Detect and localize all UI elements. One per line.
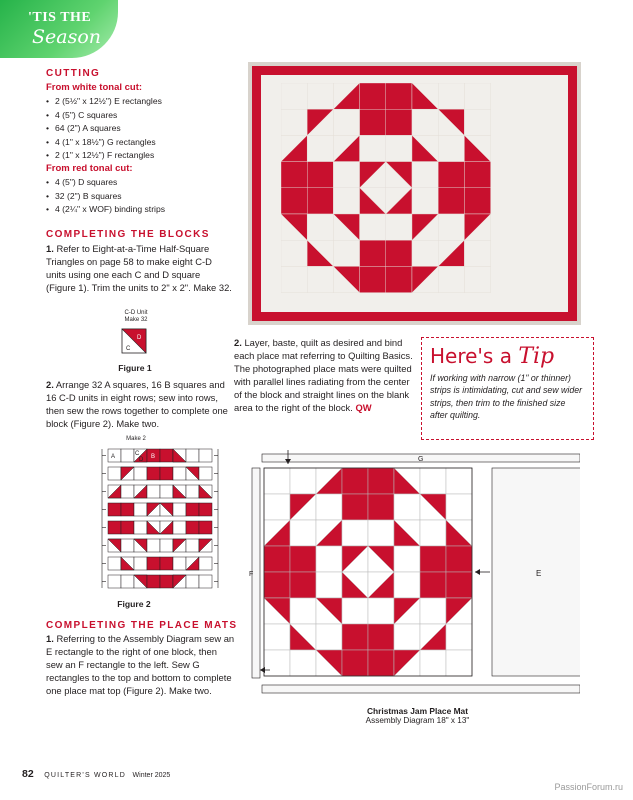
assembly-subtitle: Assembly Diagram 18" x 13"	[365, 716, 470, 725]
list-item: • 4 (5") D squares	[46, 176, 165, 190]
list-item: • 4 (2¼" x WOF) binding strips	[46, 203, 165, 217]
block-square	[160, 539, 173, 552]
issue-label: Winter 2025	[132, 772, 171, 779]
block-square	[199, 557, 212, 570]
block-square	[412, 240, 438, 266]
label-e: E	[536, 569, 542, 578]
arrow-head	[475, 569, 480, 575]
block-square	[342, 468, 368, 494]
block-square	[438, 162, 464, 188]
step-text: Arrange 32 A squares, 16 B squares and 16 C-D units in eight rows; sew into rows, then sew the rows together to complete one block (Figure 2). Make two.	[46, 379, 228, 430]
tip-text: If working with narrow (1" or thinner) strips is intimidating, cut and sew wider strips, then trim to the finished size after quilting.	[430, 373, 583, 420]
block-square	[368, 624, 394, 650]
page-footer	[22, 768, 170, 780]
tip-title-script: Tip	[518, 344, 555, 369]
block-square	[360, 83, 386, 109]
block-square	[108, 557, 121, 570]
block-square	[186, 503, 199, 516]
block-square	[307, 214, 333, 240]
block-square	[290, 650, 316, 676]
tip-box	[421, 337, 594, 440]
step-number: 2.	[234, 337, 242, 348]
block-square	[134, 521, 147, 534]
figure2-block-rows	[98, 444, 220, 596]
list-item: • 32 (2") B squares	[46, 190, 165, 204]
block-square	[394, 494, 420, 520]
block-square	[446, 572, 472, 598]
blocks-step2	[46, 378, 236, 430]
list-item: • 4 (1" x 18½") G rectangles	[46, 136, 162, 150]
block-square	[121, 575, 134, 588]
block-square	[121, 449, 134, 462]
block-square	[420, 650, 446, 676]
block-square	[386, 83, 412, 109]
magazine-name: QUILTER'S WORLD	[44, 772, 127, 779]
block-square	[386, 240, 412, 266]
block-square	[160, 467, 173, 480]
block-square	[412, 162, 438, 188]
block-square	[386, 214, 412, 240]
block-square	[342, 598, 368, 624]
block-square	[186, 575, 199, 588]
block-square	[394, 572, 420, 598]
block-square	[464, 83, 490, 109]
block-square	[412, 188, 438, 214]
list-item: • 2 (1" x 12½") F rectangles	[46, 149, 162, 163]
list-item: • 4 (5") C squares	[46, 109, 162, 123]
block-square	[264, 624, 290, 650]
tip-title	[430, 344, 585, 369]
block-square	[290, 546, 316, 572]
block-square	[160, 575, 173, 588]
photo-quilt-top	[261, 75, 568, 312]
block-square	[173, 467, 186, 480]
cell-label: A	[111, 454, 116, 460]
figure2-caption: Figure 2	[117, 599, 151, 609]
cell-label: D	[139, 457, 144, 463]
unit-label: C-D Unit	[124, 310, 148, 316]
assembly-caption	[310, 706, 525, 725]
place-mat-photo	[248, 62, 581, 325]
block-square	[199, 467, 212, 480]
block-square	[186, 449, 199, 462]
block-square	[420, 598, 446, 624]
block-square	[360, 109, 386, 135]
block-square	[307, 135, 333, 161]
block-square	[446, 468, 472, 494]
block-square	[281, 109, 307, 135]
place-mats-heading: COMPLETING THE PLACE MATS	[46, 620, 238, 631]
step-text: Refer to Eight-at-a-Time Half-Square Triangles on page 58 to make eight C-D units using one each C and D square (Figure 1). Trim the units to 2" x 2". Make 32.	[46, 243, 232, 294]
block-square	[264, 650, 290, 676]
block-square	[446, 494, 472, 520]
block-square	[360, 214, 386, 240]
cell-label: B	[151, 454, 156, 460]
block-square	[420, 546, 446, 572]
tip-title-plain: Here's a	[430, 344, 512, 368]
block-square	[147, 539, 160, 552]
block-square	[121, 503, 134, 516]
block-square	[281, 188, 307, 214]
block-square	[281, 83, 307, 109]
block-square	[134, 467, 147, 480]
section-banner	[0, 0, 118, 58]
block-square	[333, 162, 359, 188]
assembly-diagram	[248, 448, 580, 700]
step-text: Referring to the Assembly Diagram sew an E rectangle to the right of one block, then sew an F rectangle to the left. Sew G rectangles to the top and bottom to complete one place mat top (Figure 2). Make two.	[46, 633, 235, 697]
block-square	[386, 266, 412, 292]
block-square	[438, 135, 464, 161]
block-square	[173, 557, 186, 570]
g-strip-bottom	[262, 685, 580, 693]
place-mats-step2	[234, 336, 414, 415]
block-square	[264, 572, 290, 598]
place-mats-step1	[46, 632, 236, 697]
block-square	[333, 109, 359, 135]
block-square	[446, 650, 472, 676]
step-text: Layer, baste, quilt as desired and bind each place mat referring to Quilting Basics. The photographed place mats were quilted with parallel lines radiating from the center of the block and straight lines on the blank area to the right of the block.	[234, 337, 413, 414]
block-square	[368, 494, 394, 520]
block-square	[160, 485, 173, 498]
block-square	[394, 624, 420, 650]
block-square	[290, 468, 316, 494]
step-number: 2.	[46, 379, 54, 390]
block-square	[108, 467, 121, 480]
white-cut-heading: From white tonal cut:	[46, 82, 143, 93]
block-square	[342, 494, 368, 520]
block-square	[121, 521, 134, 534]
white-cut-list	[46, 95, 162, 163]
block-square	[147, 485, 160, 498]
block-square	[464, 109, 490, 135]
list-item: • 64 (2") A squares	[46, 122, 162, 136]
block-square	[446, 546, 472, 572]
block-square	[438, 266, 464, 292]
block-square	[281, 266, 307, 292]
label-d: D	[137, 335, 142, 341]
block-square	[360, 266, 386, 292]
block-square	[121, 485, 134, 498]
block-square	[160, 449, 173, 462]
blocks-heading: COMPLETING THE BLOCKS	[46, 229, 210, 240]
block-square	[438, 214, 464, 240]
block-square	[281, 240, 307, 266]
block-square	[290, 572, 316, 598]
block-square	[186, 539, 199, 552]
block-square	[438, 83, 464, 109]
block-square	[199, 521, 212, 534]
block-square	[199, 575, 212, 588]
block-square	[333, 240, 359, 266]
arrow-head	[260, 667, 265, 673]
step-number: 1.	[46, 633, 54, 644]
block-square	[307, 162, 333, 188]
block-square	[342, 624, 368, 650]
block-square	[264, 546, 290, 572]
block-square	[368, 598, 394, 624]
page-number: 82	[22, 768, 34, 780]
block-square	[368, 520, 394, 546]
block-square	[446, 624, 472, 650]
block-square	[199, 503, 212, 516]
block-square	[134, 557, 147, 570]
cutting-heading: CUTTING	[46, 68, 101, 79]
block-square	[199, 449, 212, 462]
block-square	[342, 650, 368, 676]
cell-label: C	[135, 451, 140, 457]
block-square	[333, 188, 359, 214]
red-cut-list	[46, 176, 165, 217]
figure2-make-label: Make 2	[126, 436, 146, 442]
block-square	[386, 135, 412, 161]
block-square	[108, 521, 121, 534]
block-square	[316, 546, 342, 572]
label-c: C	[126, 346, 131, 352]
photo-binding	[252, 66, 577, 321]
block-square	[108, 503, 121, 516]
block-square	[147, 557, 160, 570]
block-square	[464, 266, 490, 292]
block-square	[464, 162, 490, 188]
block-square	[368, 650, 394, 676]
blocks-step1	[46, 242, 232, 294]
block-square	[464, 188, 490, 214]
block-square	[316, 494, 342, 520]
block-square	[134, 503, 147, 516]
block-square	[438, 188, 464, 214]
block-square	[394, 546, 420, 572]
block-square	[360, 240, 386, 266]
block-square	[264, 494, 290, 520]
watermark: PassionForum.ru	[554, 782, 623, 792]
block-square	[290, 598, 316, 624]
block-square	[307, 83, 333, 109]
block-square	[147, 467, 160, 480]
list-item: • 2 (5½" x 12½") E rectangles	[46, 95, 162, 109]
cd-unit-diagram	[121, 328, 147, 354]
block-square	[412, 109, 438, 135]
block-square	[290, 520, 316, 546]
block-square	[342, 520, 368, 546]
end-mark: QW	[355, 402, 372, 414]
block-square	[464, 240, 490, 266]
step-number: 1.	[46, 243, 54, 254]
block-square	[420, 572, 446, 598]
block-square	[264, 468, 290, 494]
make-label: Make 32	[124, 317, 148, 323]
block-square	[360, 135, 386, 161]
block-square	[173, 521, 186, 534]
block-square	[307, 266, 333, 292]
block-square	[173, 503, 186, 516]
block-square	[420, 520, 446, 546]
figure1-caption: Figure 1	[118, 363, 152, 373]
figure1-unit-caption	[116, 310, 156, 324]
block-square	[368, 468, 394, 494]
block-square	[386, 109, 412, 135]
block-square	[316, 624, 342, 650]
banner-line2: Season	[32, 26, 102, 48]
block-square	[108, 575, 121, 588]
block-square	[307, 188, 333, 214]
block-square	[316, 572, 342, 598]
block-square	[186, 485, 199, 498]
photo-block	[281, 83, 491, 293]
label-g: G	[418, 456, 424, 463]
banner-line1: 'TIS THE	[28, 10, 92, 25]
block-square	[420, 468, 446, 494]
block-square	[186, 521, 199, 534]
label-f: F	[249, 571, 254, 578]
block-square	[121, 539, 134, 552]
block-square	[160, 557, 173, 570]
red-cut-heading: From red tonal cut:	[46, 163, 133, 174]
block-square	[147, 575, 160, 588]
assembly-title: Christmas Jam Place Mat	[366, 706, 468, 716]
block-square	[281, 162, 307, 188]
